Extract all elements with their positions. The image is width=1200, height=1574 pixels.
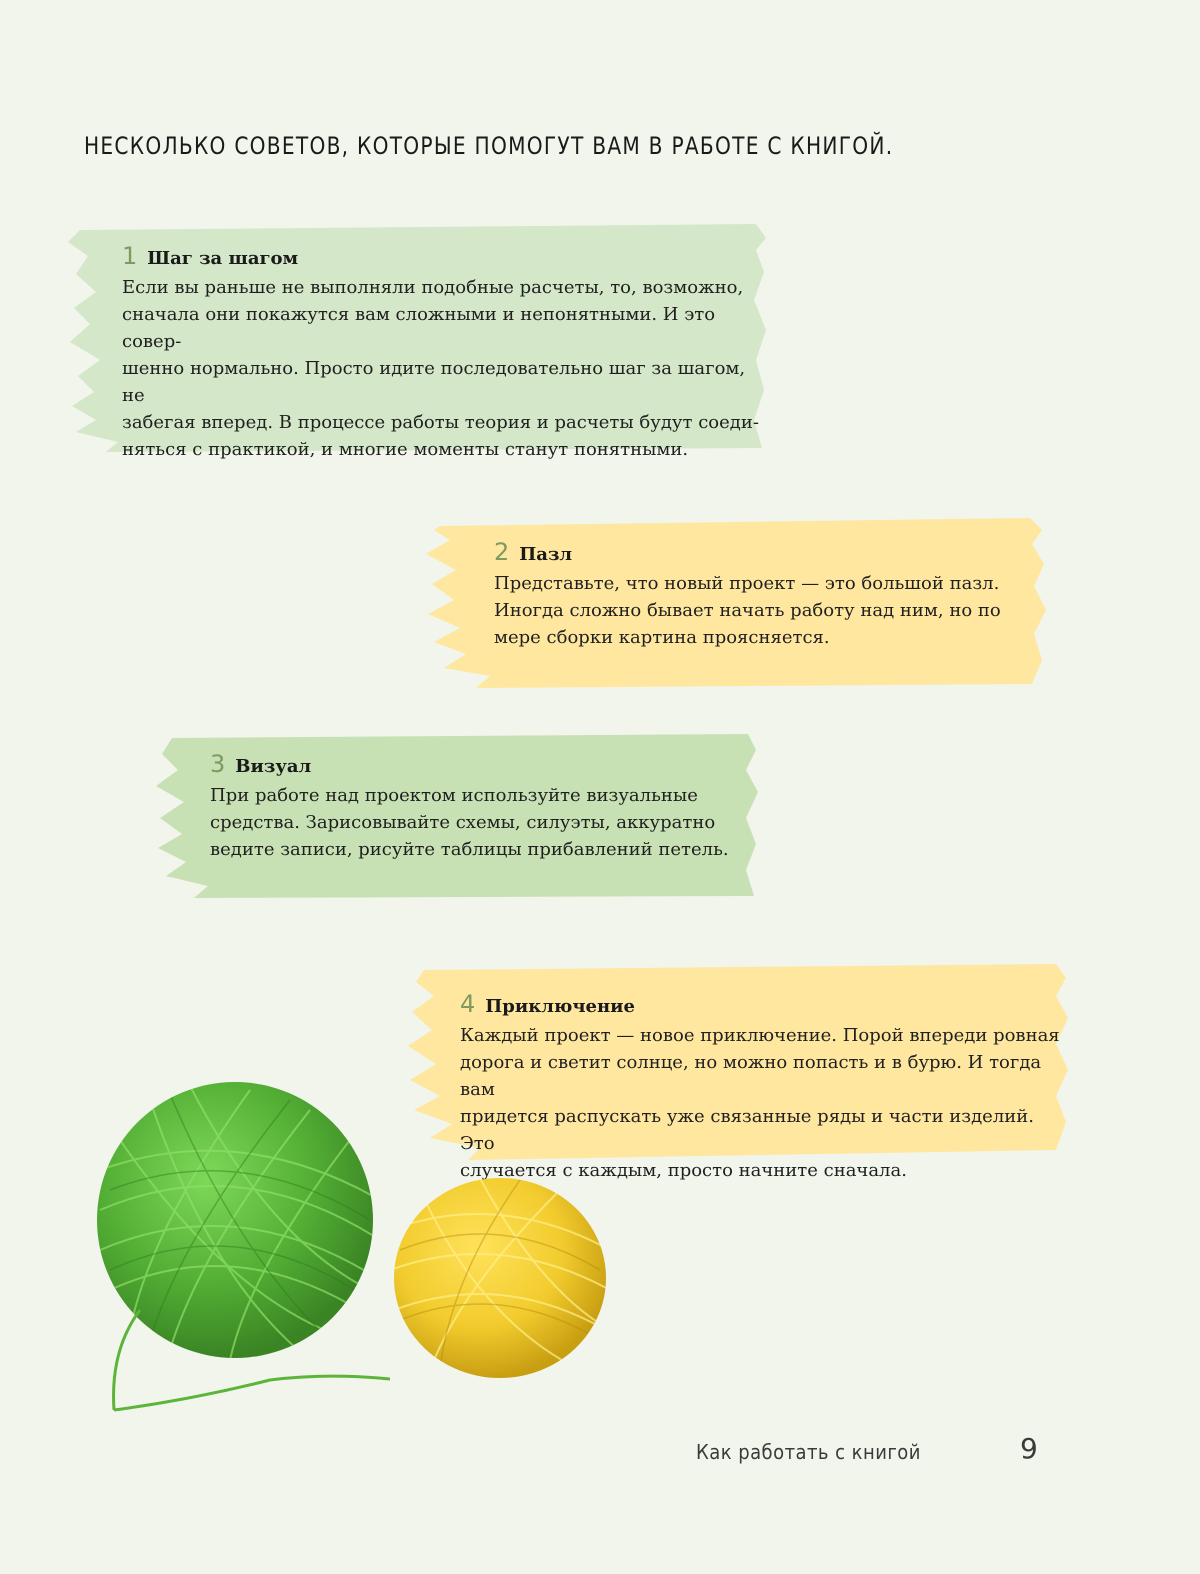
yellow-yarn-ball-image xyxy=(380,1170,620,1400)
tip-text: Если вы раньше не выполняли подобные расчеты, то, возможно, сначала они покажутся вам сложными и непонятными. И это совер- шенно нормально. Просто идите последовательно шаг за шагом, не забегая вперед. В процессе работы теория и расчеты будут соеди- няться с практикой, и многие моменты станут понятными. xyxy=(122,277,759,460)
page-title: НЕСКОЛЬКО СОВЕТОВ, КОТОРЫЕ ПОМОГУТ ВАМ В РАБОТЕ С КНИГОЙ. xyxy=(84,132,894,160)
footer-section-label: Как работать с книгой xyxy=(696,1440,921,1464)
tip-card-3 xyxy=(150,730,762,900)
tip-heading: Визуал xyxy=(235,756,312,777)
tip-card-4 xyxy=(400,960,1072,1181)
tip-heading: Приключение xyxy=(485,996,635,1017)
page-number: 9 xyxy=(1020,1432,1038,1465)
tip-text: Каждый проект — новое приключение. Порой впереди ровная дорога и светит солнце, но можно попасть и в бурю. И тогда вам придется распускать уже связанные ряды и части изделий. Это случается с каждым, просто начните сначала. xyxy=(460,1025,1060,1181)
tip-heading: Пазл xyxy=(519,544,573,565)
tip-card-1 xyxy=(66,220,770,460)
tip-number: 3 xyxy=(210,750,226,778)
tip-heading: Шаг за шагом xyxy=(147,248,299,269)
tip-card-2 xyxy=(420,514,1048,690)
green-yarn-ball-image xyxy=(90,1080,390,1420)
tip-number: 2 xyxy=(494,538,510,566)
tip-number: 4 xyxy=(460,990,476,1018)
tip-text: При работе над проектом используйте визуальные средства. Зарисовывайте схемы, силуэты, аккуратно ведите записи, рисуйте таблицы прибавлений петель. xyxy=(210,785,729,860)
tip-text: Представьте, что новый проект — это большой пазл. Иногда сложно бывает начать работу над ним, но по мере сборки картина проясняется. xyxy=(494,573,1001,648)
tip-number: 1 xyxy=(122,242,138,270)
